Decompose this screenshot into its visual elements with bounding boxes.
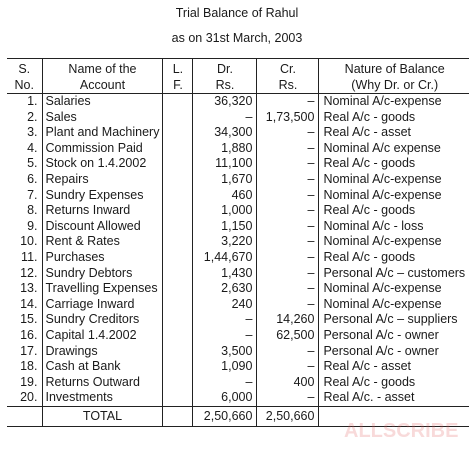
table-row bbox=[7, 125, 469, 141]
row-account-name: Sundry Debtors bbox=[42, 266, 163, 282]
row-credit: – bbox=[257, 250, 319, 266]
row-sno: 14. bbox=[20, 296, 38, 311]
row-credit: – bbox=[257, 141, 319, 157]
row-sno: 9. bbox=[27, 218, 38, 233]
row-lf bbox=[163, 203, 193, 219]
table-row bbox=[7, 94, 469, 110]
row-debit: 460 bbox=[193, 188, 257, 204]
row-lf bbox=[163, 375, 193, 391]
header-sno-line2: No. bbox=[14, 78, 34, 92]
header-nature-line2: (Why Dr. or Cr.) bbox=[351, 78, 439, 92]
row-sno: 1. bbox=[27, 94, 38, 108]
table-row bbox=[7, 172, 469, 188]
header-lf-line1: L. bbox=[172, 62, 184, 76]
row-debit: 1,090 bbox=[193, 359, 257, 375]
row-sno: 17. bbox=[20, 343, 38, 358]
row-debit: – bbox=[193, 312, 257, 328]
row-nature: Real A/c. - asset bbox=[319, 390, 469, 406]
row-debit: 3,220 bbox=[193, 234, 257, 250]
row-nature: Nominal A/c-expense bbox=[319, 281, 469, 297]
row-credit: – bbox=[257, 266, 319, 282]
row-account-name: Carriage Inward bbox=[42, 297, 163, 313]
row-credit: – bbox=[257, 390, 319, 406]
row-nature: Nominal A/c expense bbox=[319, 141, 469, 157]
table-row bbox=[7, 375, 469, 391]
row-nature: Personal A/c – suppliers bbox=[319, 312, 469, 328]
row-nature: Real A/c - goods bbox=[319, 250, 469, 266]
row-sno: 13. bbox=[20, 281, 38, 296]
row-debit: 1,670 bbox=[193, 172, 257, 188]
table-row bbox=[7, 281, 469, 297]
header-cr bbox=[257, 59, 319, 94]
row-debit: 1,880 bbox=[193, 141, 257, 157]
row-sno: 18. bbox=[20, 359, 38, 374]
row-credit: – bbox=[257, 203, 319, 219]
row-account-name: Sales bbox=[42, 110, 163, 126]
header-sno bbox=[7, 59, 42, 94]
row-credit: – bbox=[257, 125, 319, 141]
row-credit: 14,260 bbox=[257, 312, 319, 328]
row-nature: Nominal A/c-expense bbox=[319, 234, 469, 250]
table-row bbox=[7, 266, 469, 282]
row-debit: 36,320 bbox=[193, 94, 257, 110]
table-row bbox=[7, 156, 469, 172]
row-lf bbox=[163, 312, 193, 328]
row-account-name: Cash at Bank bbox=[42, 359, 163, 375]
row-lf bbox=[163, 172, 193, 188]
row-nature: Real A/c - goods bbox=[319, 203, 469, 219]
row-credit: – bbox=[257, 297, 319, 313]
row-credit: – bbox=[257, 94, 319, 110]
header-nature-line1: Nature of Balance bbox=[344, 62, 445, 76]
row-sno: 2. bbox=[27, 109, 38, 124]
row-sno: 16. bbox=[20, 327, 38, 342]
row-account-name: Sundry Creditors bbox=[42, 312, 163, 328]
header-name-line1: Name of the bbox=[68, 62, 137, 76]
row-account-name: Returns Inward bbox=[42, 203, 163, 219]
row-sno: 19. bbox=[20, 374, 38, 389]
header-row bbox=[7, 59, 469, 94]
row-account-name: Travelling Expenses bbox=[42, 281, 163, 297]
row-nature: Real A/c - goods bbox=[319, 375, 469, 391]
row-lf bbox=[163, 297, 193, 313]
row-account-name: Rent & Rates bbox=[42, 234, 163, 250]
row-nature: Nominal A/c-expense bbox=[319, 297, 469, 313]
row-credit: – bbox=[257, 156, 319, 172]
table-row bbox=[7, 219, 469, 235]
total-dr: 2,50,660 bbox=[193, 406, 257, 426]
header-name-line2: Account bbox=[79, 78, 126, 92]
row-account-name: Capital 1.4.2002 bbox=[42, 328, 163, 344]
row-debit: 1,430 bbox=[193, 266, 257, 282]
table-row bbox=[7, 390, 469, 406]
watermark-text: ALLSCRIBE bbox=[344, 420, 459, 442]
table-row bbox=[7, 234, 469, 250]
row-credit: – bbox=[257, 188, 319, 204]
total-label: TOTAL bbox=[42, 406, 163, 426]
row-sno: 4. bbox=[27, 140, 38, 155]
row-sno: 12. bbox=[20, 265, 38, 280]
header-lf-line2: F. bbox=[173, 78, 183, 92]
row-lf bbox=[163, 141, 193, 157]
table-row bbox=[7, 344, 469, 360]
row-nature: Real A/c - goods bbox=[319, 156, 469, 172]
row-credit: 1,73,500 bbox=[257, 110, 319, 126]
row-debit: – bbox=[193, 110, 257, 126]
row-nature: Real A/c - asset bbox=[319, 125, 469, 141]
row-lf bbox=[163, 219, 193, 235]
header-dr-line2: Rs. bbox=[215, 78, 235, 92]
row-lf bbox=[163, 188, 193, 204]
row-nature: Nominal A/c-expense bbox=[319, 94, 469, 110]
row-account-name: Drawings bbox=[42, 344, 163, 360]
header-nature bbox=[319, 59, 469, 94]
row-lf bbox=[163, 110, 193, 126]
row-debit: 3,500 bbox=[193, 344, 257, 360]
page-subtitle: as on 31st March, 2003 bbox=[171, 31, 303, 45]
header-cr-line1: Cr. bbox=[279, 62, 296, 76]
row-account-name: Purchases bbox=[42, 250, 163, 266]
row-lf bbox=[163, 281, 193, 297]
table-row bbox=[7, 297, 469, 313]
row-account-name: Discount Allowed bbox=[42, 219, 163, 235]
table-row bbox=[7, 203, 469, 219]
row-debit: 1,44,670 bbox=[193, 250, 257, 266]
row-nature: Real A/c - asset bbox=[319, 359, 469, 375]
row-credit: – bbox=[257, 344, 319, 360]
row-credit: 400 bbox=[257, 375, 319, 391]
row-nature: Personal A/c - owner bbox=[319, 328, 469, 344]
table-row bbox=[7, 328, 469, 344]
row-credit: – bbox=[257, 234, 319, 250]
row-lf bbox=[163, 359, 193, 375]
row-credit: 62,500 bbox=[257, 328, 319, 344]
header-name bbox=[42, 59, 163, 94]
row-account-name: Salaries bbox=[42, 94, 163, 110]
table-row bbox=[7, 250, 469, 266]
row-nature: Personal A/c – customers bbox=[319, 266, 469, 282]
row-account-name: Investments bbox=[42, 390, 163, 406]
row-sno: 15. bbox=[20, 312, 38, 327]
table-row bbox=[7, 110, 469, 126]
header-cr-line2: Rs. bbox=[278, 78, 298, 92]
row-nature: Nominal A/c - loss bbox=[319, 219, 469, 235]
row-debit: 34,300 bbox=[193, 125, 257, 141]
row-sno: 7. bbox=[27, 187, 38, 202]
row-debit: 1,000 bbox=[193, 203, 257, 219]
page-title: Trial Balance of Rahul bbox=[175, 6, 299, 20]
row-lf bbox=[163, 125, 193, 141]
row-debit: 11,100 bbox=[193, 156, 257, 172]
row-sno: 5. bbox=[27, 156, 38, 171]
row-account-name: Plant and Machinery bbox=[42, 125, 163, 141]
header-dr-line1: Dr. bbox=[216, 62, 233, 76]
row-sno: 20. bbox=[20, 390, 38, 405]
row-nature: Personal A/c - owner bbox=[319, 344, 469, 360]
row-credit: – bbox=[257, 219, 319, 235]
row-account-name: Sundry Expenses bbox=[42, 188, 163, 204]
total-cr: 2,50,660 bbox=[257, 406, 319, 426]
row-sno: 11. bbox=[21, 249, 38, 264]
row-lf bbox=[163, 390, 193, 406]
row-debit: 2,630 bbox=[193, 281, 257, 297]
row-lf bbox=[163, 234, 193, 250]
row-debit: 240 bbox=[193, 297, 257, 313]
row-nature: Nominal A/c-expense bbox=[319, 188, 469, 204]
row-nature: Nominal A/c-expense bbox=[319, 172, 469, 188]
table-row bbox=[7, 188, 469, 204]
header-dr bbox=[193, 59, 257, 94]
row-nature: Real A/c - goods bbox=[319, 110, 469, 126]
row-lf bbox=[163, 250, 193, 266]
row-sno: 8. bbox=[27, 203, 38, 218]
row-sno: 6. bbox=[27, 171, 38, 186]
row-debit: – bbox=[193, 328, 257, 344]
row-debit: – bbox=[193, 375, 257, 391]
row-lf bbox=[163, 156, 193, 172]
row-sno: 10. bbox=[20, 234, 38, 249]
row-debit: 6,000 bbox=[193, 390, 257, 406]
row-sno: 3. bbox=[27, 125, 38, 140]
total-sno-cell bbox=[7, 406, 42, 426]
row-credit: – bbox=[257, 359, 319, 375]
row-account-name: Stock on 1.4.2002 bbox=[42, 156, 163, 172]
row-credit: – bbox=[257, 281, 319, 297]
row-credit: – bbox=[257, 172, 319, 188]
row-debit: 1,150 bbox=[193, 219, 257, 235]
table-body bbox=[7, 94, 469, 407]
trial-balance-table bbox=[7, 58, 469, 427]
row-lf bbox=[163, 266, 193, 282]
table-row bbox=[7, 141, 469, 157]
row-account-name: Repairs bbox=[42, 172, 163, 188]
header-lf bbox=[163, 59, 193, 94]
row-lf bbox=[163, 328, 193, 344]
total-lf-cell bbox=[163, 406, 193, 426]
row-lf bbox=[163, 94, 193, 110]
table-row bbox=[7, 359, 469, 375]
row-account-name: Returns Outward bbox=[42, 375, 163, 391]
row-lf bbox=[163, 344, 193, 360]
row-account-name: Commission Paid bbox=[42, 141, 163, 157]
watermark-logo bbox=[344, 414, 464, 444]
header-sno-line1: S. bbox=[18, 62, 31, 76]
table-row bbox=[7, 312, 469, 328]
